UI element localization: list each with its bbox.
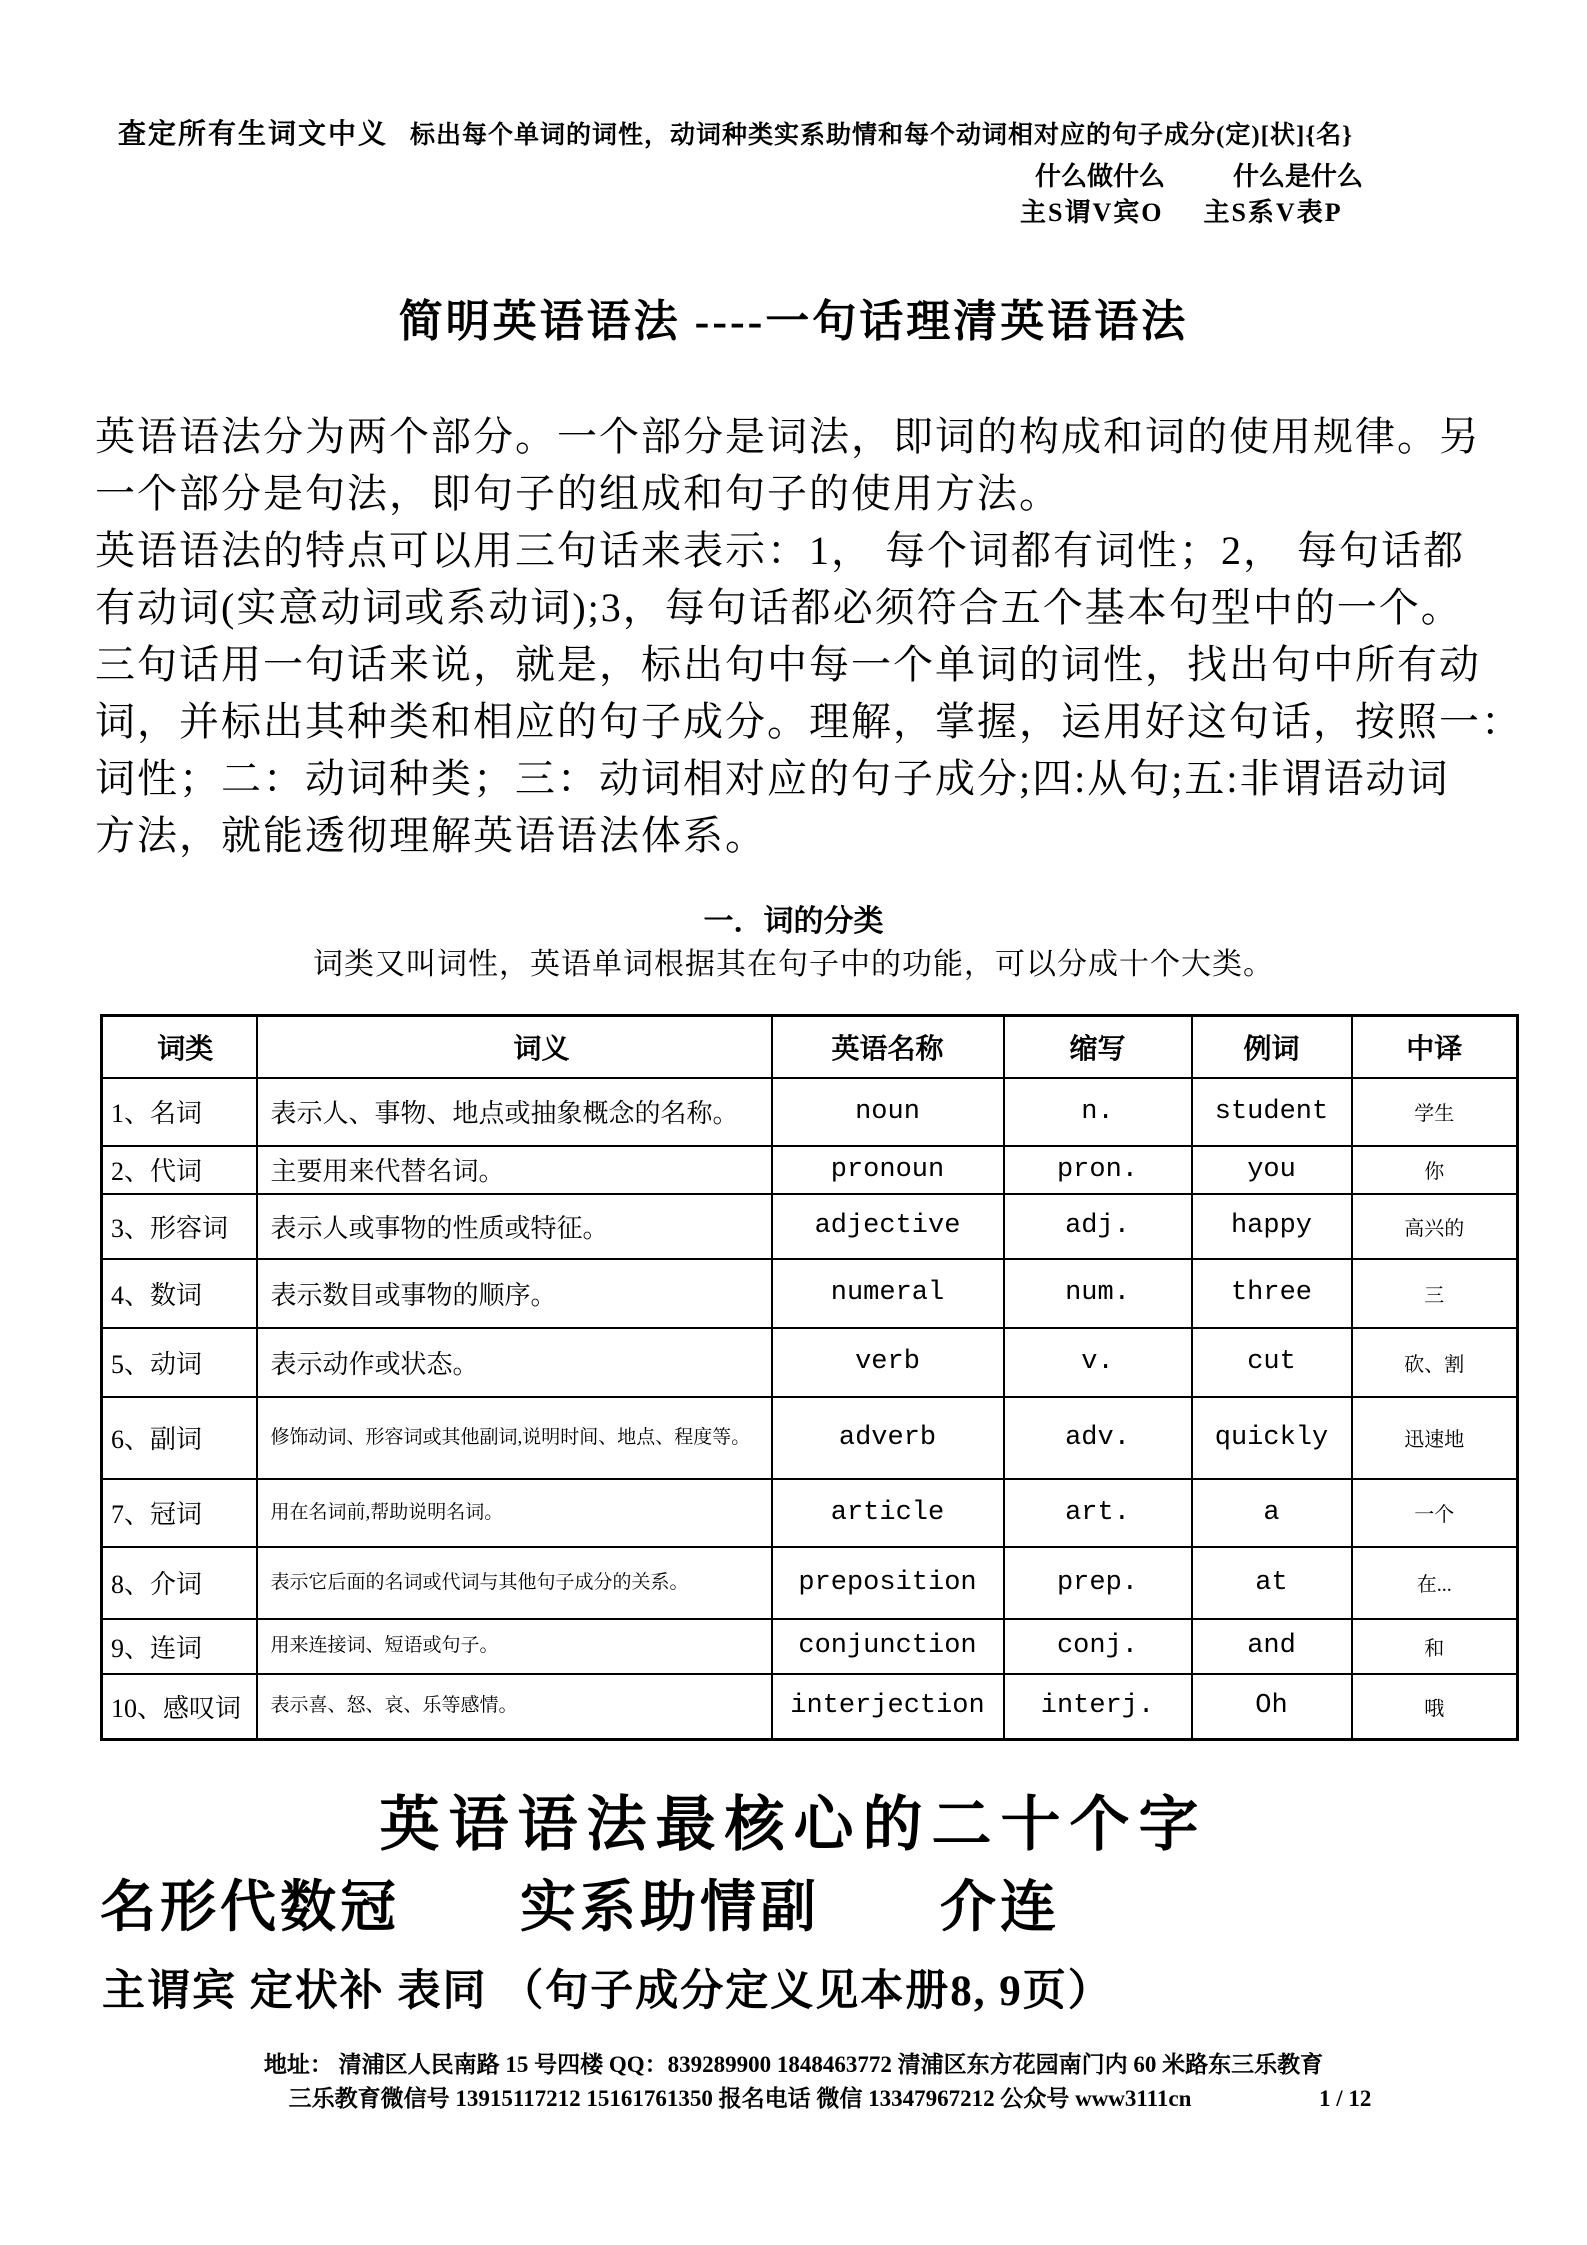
body-line: 英语语法分为两个部分。一个部分是词法，即词的构成和词的使用规律。另 [95, 414, 1481, 459]
cell-meaning: 用在名词前,帮助说明名词。 [257, 1479, 772, 1547]
cell-english: numeral [772, 1259, 1004, 1328]
cell-english: noun [772, 1078, 1004, 1146]
body-line: 英语语法的特点可以用三句话来表示：1， 每个词都有词性；2， 每句话都 [95, 528, 1465, 573]
body-line: 词性；二：动词种类；三：动词相对应的句子成分;四:从句;五:非谓语动词 [95, 756, 1450, 801]
table-row [102, 1674, 1518, 1740]
section-heading: 一．词的分类 [703, 905, 884, 938]
cell-abbr: art. [1004, 1479, 1192, 1547]
cell-chinese: 高兴的 [1352, 1194, 1518, 1259]
annotation-lead: 查定所有生词文中义 [118, 119, 389, 150]
cell-chinese: 砍、割 [1352, 1328, 1518, 1397]
header-meaning: 词义 [257, 1016, 772, 1078]
cell-example: cut [1192, 1328, 1352, 1397]
cell-english: verb [772, 1328, 1004, 1397]
header-abbreviation: 缩写 [1004, 1016, 1192, 1078]
cell-example: student [1192, 1078, 1352, 1146]
table-header-row [102, 1016, 1518, 1078]
cell-abbr: interj. [1004, 1674, 1192, 1740]
annotation-line-3 [1020, 192, 1343, 229]
cell-chinese: 学生 [1352, 1078, 1518, 1146]
annotation-line-2 [1035, 156, 1363, 193]
page-number: 1 / 12 [1319, 2086, 1372, 2111]
cell-category: 6、副词 [102, 1397, 257, 1479]
body-line: 三句话用一句话来说，就是，标出句中每一个单词的词性，找出句中所有动 [95, 642, 1481, 687]
parts-of-speech-table [100, 1014, 1519, 1741]
cell-english: preposition [772, 1547, 1004, 1619]
annotation-what-is: 什么是什么 [1233, 162, 1364, 191]
cell-meaning: 主要用来代替名词。 [257, 1146, 772, 1194]
cell-example: and [1192, 1619, 1352, 1674]
annotation-svo: 主S谓V宾O [1020, 198, 1164, 227]
cell-example: three [1192, 1259, 1352, 1328]
header-english-name: 英语名称 [772, 1016, 1004, 1078]
cell-english: article [772, 1479, 1004, 1547]
body-line: 方法，就能透彻理解英语语法体系。 [95, 813, 767, 858]
cell-category: 5、动词 [102, 1328, 257, 1397]
body-line: 词，并标出其种类和相应的句子成分。理解，掌握，运用好这句话，按照一： [95, 699, 1523, 744]
table-row [102, 1547, 1518, 1619]
cell-chinese: 三 [1352, 1259, 1518, 1328]
cell-abbr: conj. [1004, 1619, 1192, 1674]
cell-english: pronoun [772, 1146, 1004, 1194]
cell-abbr: adv. [1004, 1397, 1192, 1479]
cell-english: adverb [772, 1397, 1004, 1479]
cell-meaning: 修饰动词、形容词或其他副词,说明时间、地点、程度等。 [257, 1397, 772, 1479]
cell-category: 9、连词 [102, 1619, 257, 1674]
body-line: 一个部分是句法，即句子的组成和句子的使用方法。 [95, 471, 1061, 516]
table-row [102, 1397, 1518, 1479]
cell-abbr: prep. [1004, 1547, 1192, 1619]
footer-contact-line: 三乐教育微信号 13915117212 15161761350 报名电话 微信 13347967212 公众号 www3111cn [288, 2086, 1192, 2111]
body-line: 有动词(实意动词或系动词);3，每句话都必须符合五个基本句型中的一个。 [95, 585, 1463, 630]
table-row [102, 1146, 1518, 1194]
table-row [102, 1259, 1518, 1328]
table-row [102, 1619, 1518, 1674]
cell-category: 4、数词 [102, 1259, 257, 1328]
cell-category: 2、代词 [102, 1146, 257, 1194]
annotation-line-1 [118, 112, 1353, 152]
cell-example: a [1192, 1479, 1352, 1547]
core-sentence-elements-line: 主谓宾 定状补 表同 （句子成分定义见本册8, 9页） [102, 1968, 1113, 2015]
intro-paragraph [95, 408, 1523, 864]
cell-abbr: num. [1004, 1259, 1192, 1328]
footer-address-line: 地址： 清浦区人民南路 15 号四楼 QQ：839289900 1848463772 清浦区东方花园南门内 60 米路东三乐教育 [263, 2052, 1324, 2077]
cell-example: you [1192, 1146, 1352, 1194]
cell-chinese: 和 [1352, 1619, 1518, 1674]
cell-meaning: 表示数目或事物的顺序。 [257, 1259, 772, 1328]
cell-example: happy [1192, 1194, 1352, 1259]
cell-english: adjective [772, 1194, 1004, 1259]
cell-abbr: n. [1004, 1078, 1192, 1146]
core-word-classes-line: 名形代数冠 实系助情副 介连 [100, 1877, 1060, 1939]
cell-example: at [1192, 1547, 1352, 1619]
cell-english: conjunction [772, 1619, 1004, 1674]
cell-english: interjection [772, 1674, 1004, 1740]
core-twenty-heading: 英语语法最核心的二十个字 [379, 1792, 1208, 1858]
cell-abbr: v. [1004, 1328, 1192, 1397]
cell-chinese: 在... [1352, 1547, 1518, 1619]
cell-meaning: 表示人或事物的性质或特征。 [257, 1194, 772, 1259]
cell-category: 1、名词 [102, 1078, 257, 1146]
section-subheading: 词类又叫词性，英语单词根据其在句子中的功能，可以分成十个大类。 [313, 948, 1274, 981]
table-row [102, 1479, 1518, 1547]
annotation-svp: 主S系V表P [1203, 198, 1343, 227]
annotation-rest: 标出每个单词的词性，动词种类实系助情和每个动词相对应的句子成分(定)[状]{名} [410, 122, 1354, 149]
cell-chinese: 哦 [1352, 1674, 1518, 1740]
header-category: 词类 [102, 1016, 257, 1078]
cell-meaning: 表示人、事物、地点或抽象概念的名称。 [257, 1078, 772, 1146]
page-title: 简明英语语法 ----一句话理清英语语法 [398, 297, 1189, 346]
cell-example: Oh [1192, 1674, 1352, 1740]
table-row [102, 1078, 1518, 1146]
cell-example: quickly [1192, 1397, 1352, 1479]
cell-meaning: 表示动作或状态。 [257, 1328, 772, 1397]
cell-category: 8、介词 [102, 1547, 257, 1619]
annotation-what-do: 什么做什么 [1035, 162, 1166, 191]
cell-meaning: 表示它后面的名词或代词与其他句子成分的关系。 [257, 1547, 772, 1619]
cell-meaning: 用来连接词、短语或句子。 [257, 1619, 772, 1674]
cell-category: 7、冠词 [102, 1479, 257, 1547]
header-example: 例词 [1192, 1016, 1352, 1078]
table-row [102, 1194, 1518, 1259]
table-row [102, 1328, 1518, 1397]
cell-category: 3、形容词 [102, 1194, 257, 1259]
cell-chinese: 一个 [1352, 1479, 1518, 1547]
cell-abbr: adj. [1004, 1194, 1192, 1259]
cell-abbr: pron. [1004, 1146, 1192, 1194]
cell-chinese: 迅速地 [1352, 1397, 1518, 1479]
cell-meaning: 表示喜、怒、哀、乐等感情。 [257, 1674, 772, 1740]
header-chinese: 中译 [1352, 1016, 1518, 1078]
cell-category: 10、感叹词 [102, 1674, 257, 1740]
cell-chinese: 你 [1352, 1146, 1518, 1194]
